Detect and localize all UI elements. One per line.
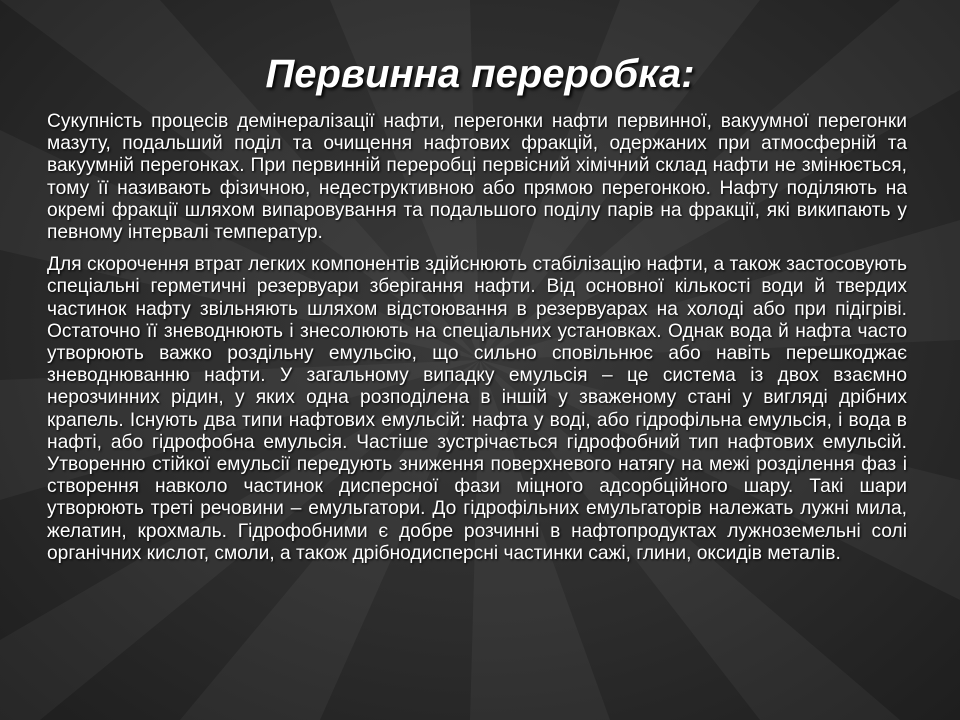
paragraph-emulsions: Для скорочення втрат легких компонентів здійснюють стабілізацію нафти, а також застосовують спеціальні герметичні резервуари зберігання нафти. Від основної кількості води й твердих частинок нафту звільняють шляхом відстоювання в резервуарах на холоді або при підігріві. Остаточно її зневоднюють і знесолюють на спеціальних установках. Однак вода й нафта часто утворюють важко роздільну емульсію, що сильно сповільнює або навіть перешкоджає зневоднюванню нафти. У загальному випадку емульсія – це система із двох взаємно нерозчинних рідин, у яких одна розподілена в іншій у зваженому стані у вигляді дрібних крапель. Існують два типи нафтових емульсій: нафта у воді, або гідрофільна емульсія, і вода в нафті, або гідрофобна емульсія. Частіше зустрічається гідрофобний тип нафтових емульсій. Утворенню стійкої емульсії передують зниження поверхневого натягу на межі розділення фаз і створення навколо частинок дисперсної фази міцного адсорбційного шару. Такі шари утворюють треті речовини – емульгатори. До гідрофільних емульгаторів належать лужні мила, желатин, крохмаль. Гідрофобними є добре розчинні в нафтопродуктах лужноземельні солі органічних кислот, смоли, а також дрібнодисперсні частинки сажі, глини, оксидів металів. — [47, 254, 907, 564]
slide-title: Первинна переробка: — [265, 52, 695, 96]
slide-body — [47, 111, 907, 565]
paragraph-primary-processing: Сукупність процесів демінералізації нафти, перегонки нафти первинної, вакуумної перегонки мазуту, подальший поділ та очищення нафтових фракцій, одержаних при атмосферній та вакуумній перегонках. При первинній переробці первісний хімічний склад нафти не змінюється, тому її називають фізичною, недеструктивною або прямою перегонкою. Нафту поділяють на окремі фракції шляхом випаровування та подальшого поділу парів на фракції, які википають у певному інтервалі температур. — [47, 111, 907, 244]
